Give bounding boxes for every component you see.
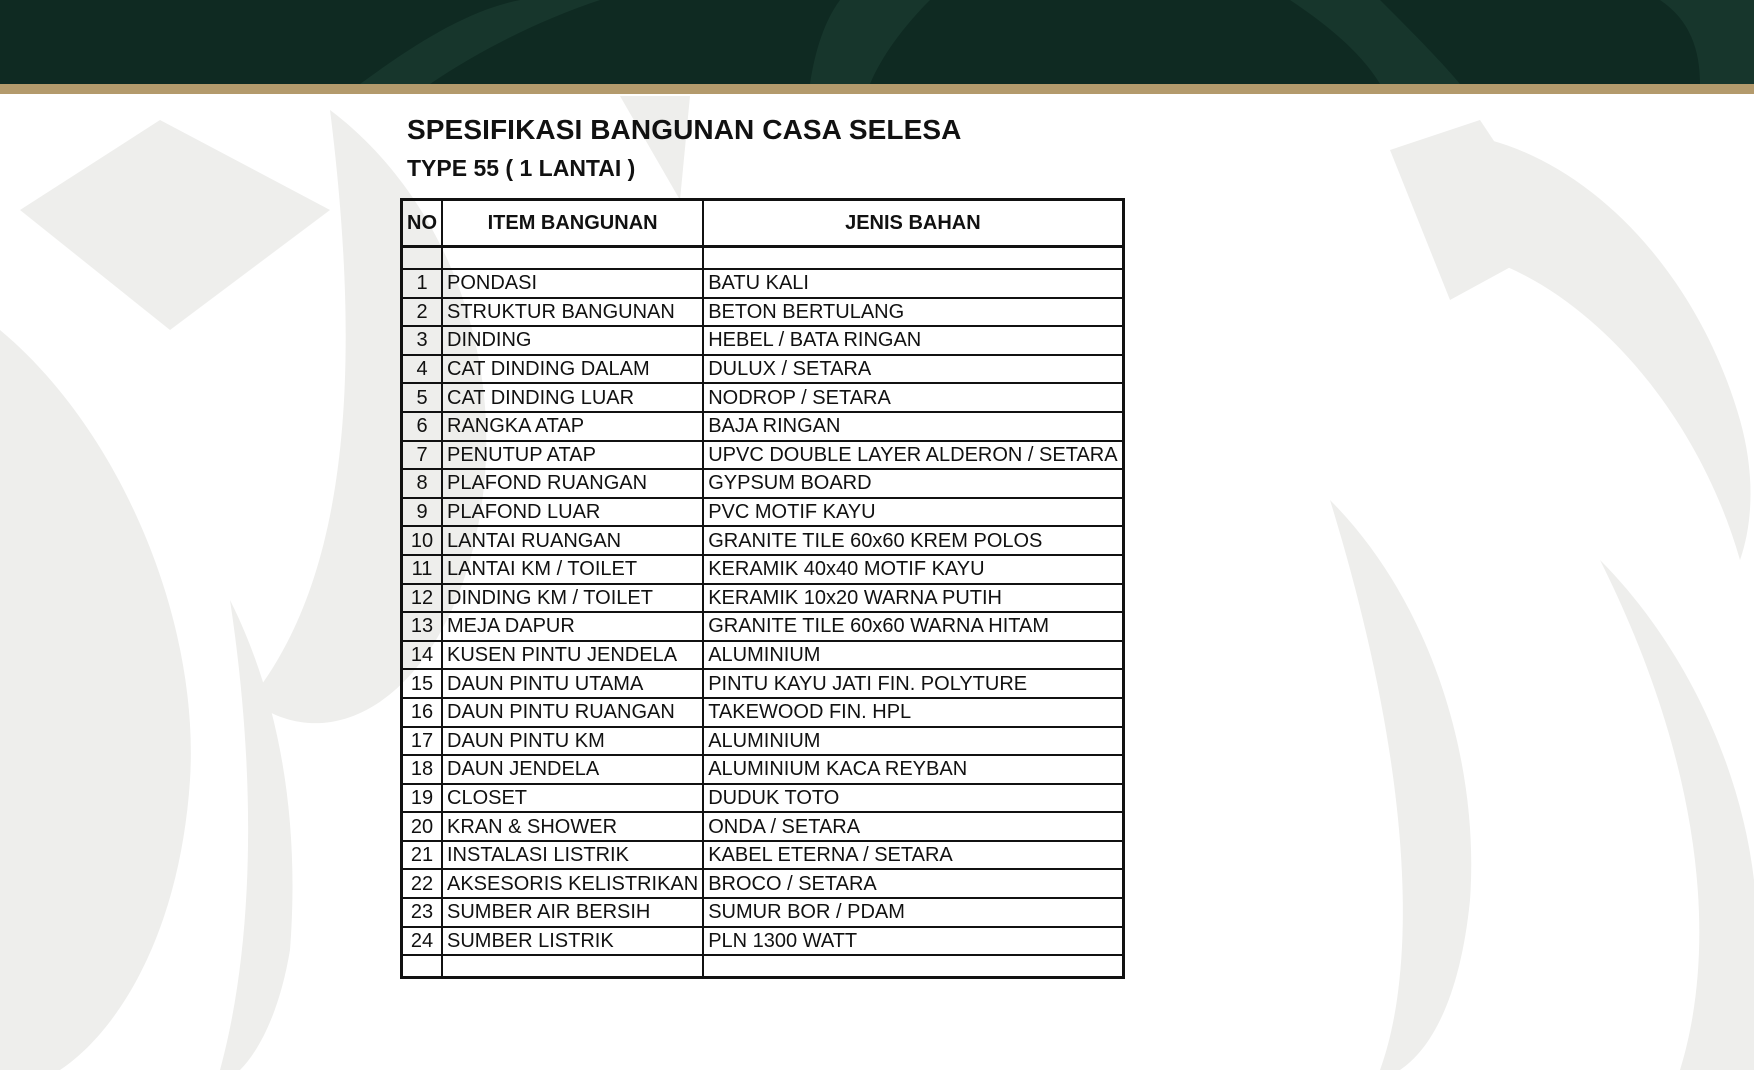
row-item: DAUN JENDELA: [442, 755, 703, 784]
empty-cell: [442, 955, 703, 978]
row-bahan: BROCO / SETARA: [703, 869, 1123, 898]
row-no: 12: [402, 584, 443, 613]
row-bahan: HEBEL / BATA RINGAN: [703, 326, 1123, 355]
header-item: ITEM BANGUNAN: [442, 200, 703, 247]
table-row: [402, 269, 1124, 298]
table-row: [402, 641, 1124, 670]
row-no: 5: [402, 383, 443, 412]
row-bahan: GRANITE TILE 60x60 WARNA HITAM: [703, 612, 1123, 641]
row-item: DAUN PINTU UTAMA: [442, 669, 703, 698]
row-no: 3: [402, 326, 443, 355]
spec-table: [400, 198, 1125, 979]
row-no: 1: [402, 269, 443, 298]
row-bahan: GYPSUM BOARD: [703, 469, 1123, 498]
row-item: PLAFOND RUANGAN: [442, 469, 703, 498]
row-bahan: NODROP / SETARA: [703, 383, 1123, 412]
row-no: 15: [402, 669, 443, 698]
row-no: 21: [402, 841, 443, 870]
row-bahan: DULUX / SETARA: [703, 355, 1123, 384]
row-item: CAT DINDING LUAR: [442, 383, 703, 412]
table-spacer-row: [402, 247, 1124, 270]
row-item: CAT DINDING DALAM: [442, 355, 703, 384]
accent-line: [0, 84, 1754, 94]
row-bahan: ALUMINIUM: [703, 641, 1123, 670]
row-bahan: KABEL ETERNA / SETARA: [703, 841, 1123, 870]
table-row: [402, 326, 1124, 355]
table-row: [402, 298, 1124, 327]
row-item: KUSEN PINTU JENDELA: [442, 641, 703, 670]
row-item: INSTALASI LISTRIK: [442, 841, 703, 870]
row-item: STRUKTUR BANGUNAN: [442, 298, 703, 327]
row-item: DINDING KM / TOILET: [442, 584, 703, 613]
row-bahan: KERAMIK 10x20 WARNA PUTIH: [703, 584, 1123, 613]
row-bahan: BETON BERTULANG: [703, 298, 1123, 327]
row-no: 13: [402, 612, 443, 641]
document-subtitle: TYPE 55 ( 1 LANTAI ): [407, 155, 636, 181]
row-bahan: KERAMIK 40x40 MOTIF KAYU: [703, 555, 1123, 584]
table-row: [402, 612, 1124, 641]
row-item: MEJA DAPUR: [442, 612, 703, 641]
row-no: 22: [402, 869, 443, 898]
row-bahan: ALUMINIUM: [703, 727, 1123, 756]
row-no: 17: [402, 727, 443, 756]
row-no: 10: [402, 526, 443, 555]
row-no: 4: [402, 355, 443, 384]
table-header-row: [402, 200, 1124, 247]
table-row: [402, 898, 1124, 927]
empty-cell: [402, 955, 443, 978]
row-item: PLAFOND LUAR: [442, 498, 703, 527]
row-item: SUMBER LISTRIK: [442, 927, 703, 956]
row-item: AKSESORIS KELISTRIKAN: [442, 869, 703, 898]
row-no: 2: [402, 298, 443, 327]
document-title: SPESIFIKASI BANGUNAN CASA SELESA: [407, 114, 962, 145]
table-body: [402, 247, 1124, 978]
table-row: [402, 669, 1124, 698]
table-row: [402, 498, 1124, 527]
row-bahan: SUMUR BOR / PDAM: [703, 898, 1123, 927]
table-spacer-row: [402, 955, 1124, 978]
row-no: 24: [402, 927, 443, 956]
empty-cell: [703, 955, 1123, 978]
row-item: CLOSET: [442, 784, 703, 813]
header-band: [0, 0, 1754, 84]
table-row: [402, 383, 1124, 412]
row-no: 9: [402, 498, 443, 527]
row-no: 6: [402, 412, 443, 441]
table-row: [402, 755, 1124, 784]
row-item: SUMBER AIR BERSIH: [442, 898, 703, 927]
row-bahan: UPVC DOUBLE LAYER ALDERON / SETARA: [703, 441, 1123, 470]
row-item: DINDING: [442, 326, 703, 355]
row-no: 23: [402, 898, 443, 927]
table-row: [402, 927, 1124, 956]
row-no: 16: [402, 698, 443, 727]
table-row: [402, 526, 1124, 555]
row-bahan: TAKEWOOD FIN. HPL: [703, 698, 1123, 727]
table-row: [402, 441, 1124, 470]
table-row: [402, 555, 1124, 584]
table-row: [402, 412, 1124, 441]
row-item: KRAN & SHOWER: [442, 812, 703, 841]
row-no: 8: [402, 469, 443, 498]
header-no: NO: [402, 200, 443, 247]
row-item: DAUN PINTU KM: [442, 727, 703, 756]
row-bahan: PLN 1300 WATT: [703, 927, 1123, 956]
row-bahan: PINTU KAYU JATI FIN. POLYTURE: [703, 669, 1123, 698]
row-bahan: GRANITE TILE 60x60 KREM POLOS: [703, 526, 1123, 555]
row-no: 7: [402, 441, 443, 470]
row-bahan: ALUMINIUM KACA REYBAN: [703, 755, 1123, 784]
header-bahan: JENIS BAHAN: [703, 200, 1123, 247]
row-item: LANTAI RUANGAN: [442, 526, 703, 555]
table-row: [402, 727, 1124, 756]
table-row: [402, 841, 1124, 870]
row-item: RANGKA ATAP: [442, 412, 703, 441]
row-item: DAUN PINTU RUANGAN: [442, 698, 703, 727]
row-item: PONDASI: [442, 269, 703, 298]
empty-cell: [442, 247, 703, 270]
empty-cell: [402, 247, 443, 270]
table-row: [402, 698, 1124, 727]
table-row: [402, 584, 1124, 613]
row-no: 11: [402, 555, 443, 584]
row-bahan: ONDA / SETARA: [703, 812, 1123, 841]
table-row: [402, 469, 1124, 498]
row-bahan: DUDUK TOTO: [703, 784, 1123, 813]
row-item: PENUTUP ATAP: [442, 441, 703, 470]
table-row: [402, 812, 1124, 841]
empty-cell: [703, 247, 1123, 270]
row-no: 20: [402, 812, 443, 841]
table-row: [402, 784, 1124, 813]
header-decoration: [0, 0, 1754, 84]
table-row: [402, 355, 1124, 384]
row-no: 19: [402, 784, 443, 813]
row-item: LANTAI KM / TOILET: [442, 555, 703, 584]
row-no: 14: [402, 641, 443, 670]
row-bahan: PVC MOTIF KAYU: [703, 498, 1123, 527]
row-bahan: BATU KALI: [703, 269, 1123, 298]
row-bahan: BAJA RINGAN: [703, 412, 1123, 441]
row-no: 18: [402, 755, 443, 784]
table-row: [402, 869, 1124, 898]
